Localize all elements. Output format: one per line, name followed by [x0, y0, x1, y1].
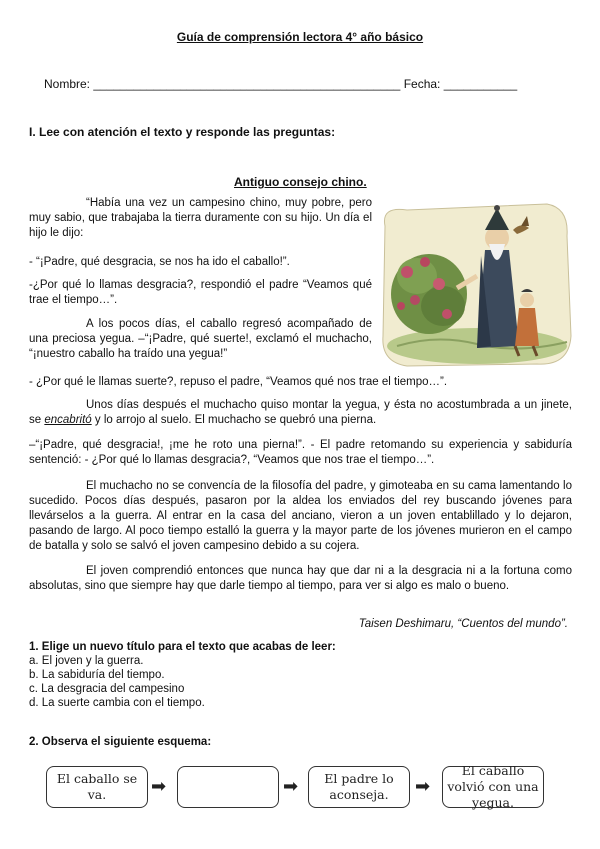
story-paragraph-8: El muchacho no se convencía de la filosofía del padre, y gimoteaba en su cama lamentando lo sucedido. Pocos días después, pasaron por la aldea los enviados del rey buscando jóvenes para llevárselos a la guerra. Al entrar en la casa del anciano, vieron a un joven entablillado y lo dejaron, pasando de largo. Al poco tiempo estalló la guerra y la mayor parte de los jóvenes murieron en el campo de batalla y solo se salvó el joven campesino debido a su cojera. — [29, 480, 572, 552]
name-field-line[interactable]: ______________________________________________ — [93, 77, 401, 91]
page-title: Guía de comprensión lectora 4° año básico — [176, 30, 424, 44]
name-date-line — [44, 77, 564, 91]
story-paragraph-7: –“¡Padre, qué desgracia!, ¡me he roto una pierna!”. - El padre retomando su experiencia y sabiduría sentenció: - ¿Por qué lo llamas desgracia?, “Veamos que nos trae el tiempo…”. — [29, 439, 572, 466]
story-paragraph-1: “Había una vez un campesino chino, muy pobre, pero muy sabio, que trabajaba la tierra duramente con su hijo. Un día el hijo le dijo: — [29, 197, 372, 239]
section-instruction: I. Lee con atención el texto y responde las preguntas: — [29, 125, 336, 139]
option-c[interactable]: c. La desgracia del campesino — [29, 683, 185, 695]
rose-bush-icon — [391, 254, 467, 334]
story-paragraph-6 — [29, 398, 572, 428]
option-a[interactable]: a. El joven y la guerra. — [29, 655, 144, 667]
question-2 — [29, 735, 572, 749]
arrow-right-icon: ➡ — [151, 776, 167, 796]
arrow-right-icon: ➡ — [415, 776, 431, 796]
underlined-word: encabritó — [44, 414, 92, 426]
question-1 — [29, 640, 572, 710]
date-field-line[interactable]: ___________ — [443, 77, 518, 91]
question-1-prompt: 1. Elige un nuevo título para el texto que acabas de leer: — [29, 641, 336, 653]
scheme-box-1: El caballo se va. — [46, 766, 148, 808]
paragraph-6-part-a: Unos días después el muchacho quiso montar la yegua, y ésta no acostumbrada a un jinete, se — [29, 399, 572, 426]
story-paragraph-2: - “¡Padre, qué desgracia, se nos ha ido el caballo!”. — [29, 256, 290, 268]
story-paragraph-3: -¿Por qué lo llamas desgracia?, respondió el padre “Veamos qué trae el tiempo…”. — [29, 279, 372, 306]
story-paragraph-5: - ¿Por qué le llamas suerte?, repuso el padre, “Veamos qué nos trae el tiempo…”. — [29, 376, 448, 388]
scheme-box-3: El padre lo aconseja. — [308, 766, 410, 808]
arrow-right-icon: ➡ — [283, 776, 299, 796]
story-paragraph-9: El joven comprendió entonces que nunca hay que dar ni a la desgracia ni a la fortuna como absolutas, sino que siempre hay que darle tiempo al tiempo, para ver si algo es malo o bueno. — [29, 565, 572, 592]
story-paragraph-4: A los pocos días, el caballo regresó acompañado de una preciosa yegua. –“¡Padre, qué suerte!, exclamó el muchacho, “¡nuestro caballo ha traído una yegua!” — [29, 318, 372, 360]
option-b[interactable]: b. La sabiduría del tiempo. — [29, 669, 165, 681]
story-illustration — [377, 196, 573, 370]
question-2-prompt: 2. Observa el siguiente esquema: — [29, 736, 212, 748]
name-label: Nombre: — [44, 77, 91, 91]
story-title: Antiguo consejo chino. — [234, 175, 367, 189]
option-d[interactable]: d. La suerte cambia con el tiempo. — [29, 697, 205, 709]
scheme-box-2-blank[interactable] — [177, 766, 279, 808]
scheme-box-4: El caballo volvió con una yegua. — [442, 766, 544, 808]
story-attribution: Taisen Deshimaru, “Cuentos del mundo”. — [358, 618, 568, 630]
paragraph-6-part-b: y lo arrojo al suelo. El muchacho se quebró una pierna. — [94, 414, 377, 426]
date-label: Fecha: — [403, 77, 441, 91]
